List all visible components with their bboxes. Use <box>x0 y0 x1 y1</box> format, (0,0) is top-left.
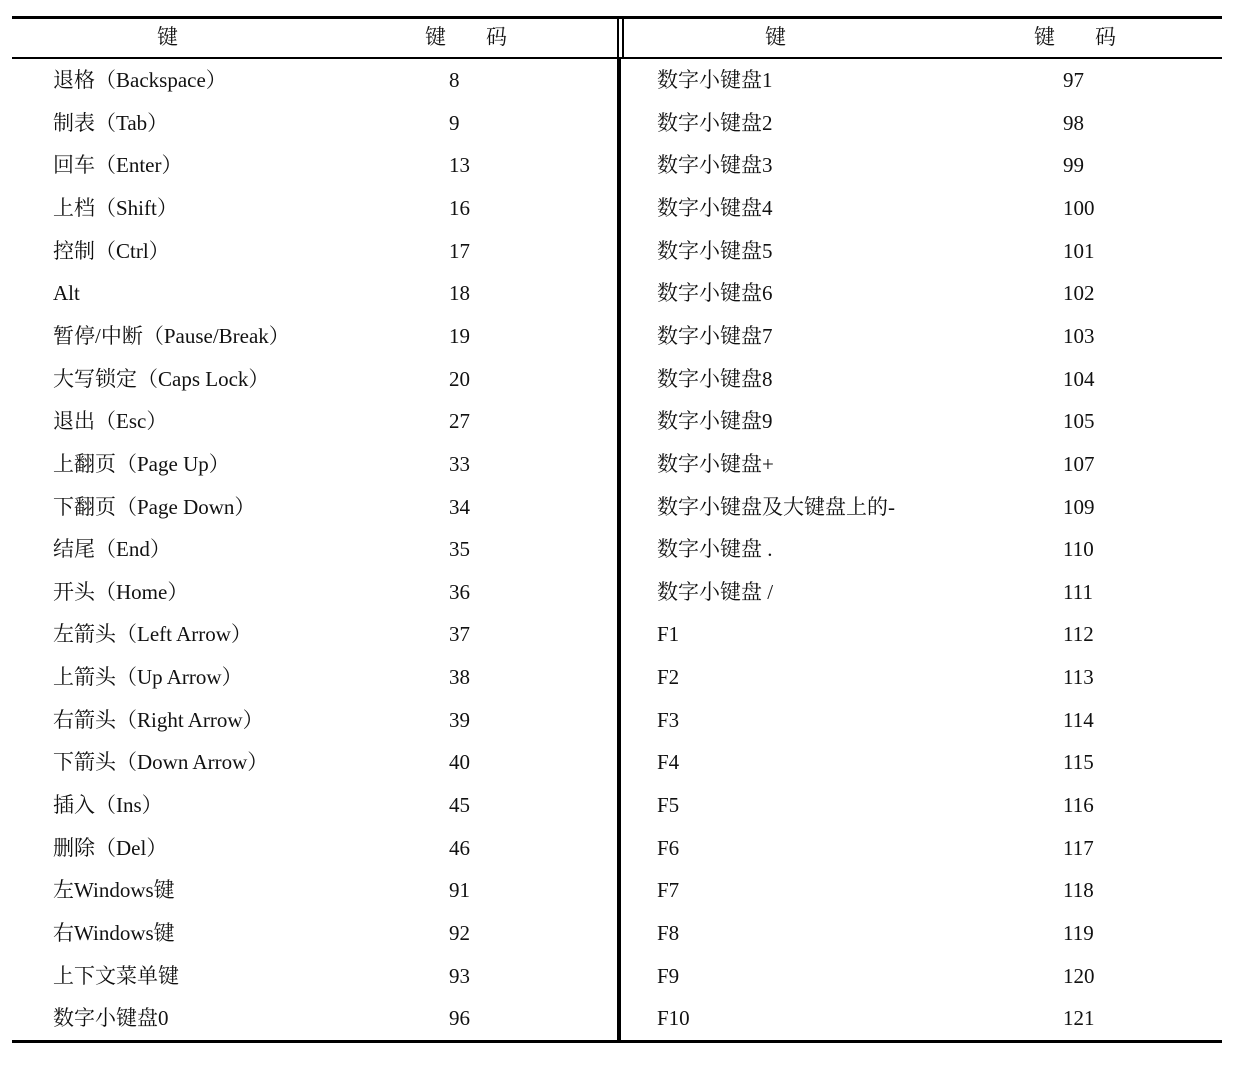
key-code-right: 119 <box>1063 921 1094 945</box>
key-name-left: 上下文菜单键 <box>53 963 179 988</box>
key-name-left: 大写锁定（Caps Lock） <box>53 366 270 391</box>
table-row <box>12 869 1222 912</box>
key-name-right: 数字小键盘及大键盘上的- <box>657 494 895 519</box>
key-name-right: 数字小键盘3 <box>657 153 773 178</box>
key-code-left: 46 <box>449 835 470 860</box>
table-row <box>12 528 1222 571</box>
header-code-right: 键码 <box>1034 25 1156 49</box>
key-name-left: 上翻页（Page Up） <box>53 451 230 476</box>
key-name-right: F1 <box>657 622 680 647</box>
table-row <box>12 315 1222 358</box>
key-name-right: 数字小键盘+ <box>657 451 774 476</box>
key-code-right: 109 <box>1063 494 1095 519</box>
table-row <box>12 613 1222 656</box>
header-divider-line <box>617 16 619 59</box>
key-name-left: 左箭头（Left Arrow） <box>53 622 252 647</box>
key-code-right: 102 <box>1063 281 1095 306</box>
key-name-left: 下翻页（Page Down） <box>53 494 256 519</box>
key-name-right: F4 <box>657 750 680 775</box>
key-code-left: 34 <box>449 494 470 519</box>
key-code-left: 18 <box>449 281 470 306</box>
key-code-left: 20 <box>449 366 470 391</box>
key-code-right: 97 <box>1063 68 1084 92</box>
key-code-right: 105 <box>1063 409 1095 434</box>
key-name-right: 数字小键盘2 <box>657 110 773 135</box>
table-row <box>12 827 1222 870</box>
key-name-right: 数字小键盘5 <box>657 238 773 263</box>
key-code-left: 92 <box>449 921 470 945</box>
table-row <box>12 272 1222 315</box>
key-name-right: F7 <box>657 878 680 903</box>
key-code-left: 19 <box>449 323 470 348</box>
table-row <box>12 656 1222 699</box>
key-code-right: 100 <box>1063 195 1095 220</box>
key-code-left: 91 <box>449 878 470 903</box>
key-code-right: 115 <box>1063 750 1094 775</box>
header-divider-line <box>622 16 624 59</box>
key-name-left: 右Windows键 <box>53 921 175 945</box>
key-name-left: 插入（Ins） <box>53 793 163 818</box>
table-row <box>12 230 1222 273</box>
key-name-right: 数字小键盘8 <box>657 366 773 391</box>
key-code-right: 120 <box>1063 963 1095 988</box>
key-name-left: 开头（Home） <box>53 579 189 604</box>
key-code-left: 39 <box>449 707 470 732</box>
key-code-right: 98 <box>1063 110 1084 135</box>
table-row <box>12 912 1222 955</box>
key-name-right: F8 <box>657 921 680 945</box>
key-code-right: 112 <box>1063 622 1094 647</box>
table-row <box>12 699 1222 742</box>
key-code-left: 40 <box>449 750 470 775</box>
key-code-left: 13 <box>449 153 470 178</box>
key-name-left: 删除（Del） <box>53 835 168 860</box>
key-name-left: 左Windows键 <box>53 878 175 903</box>
key-name-right: F6 <box>657 835 680 860</box>
table-row <box>12 955 1222 998</box>
key-code-left: 16 <box>449 195 470 220</box>
key-code-left: 96 <box>449 1006 470 1031</box>
key-code-left: 45 <box>449 793 470 818</box>
key-code-right: 110 <box>1063 537 1094 562</box>
key-name-left: Alt <box>53 281 80 306</box>
key-name-left: 上档（Shift） <box>53 195 178 220</box>
key-code-right: 117 <box>1063 835 1094 860</box>
header-key-right: 键 <box>765 25 786 49</box>
table-bottom-rule <box>12 1040 1222 1043</box>
key-code-right: 101 <box>1063 238 1095 263</box>
key-name-left: 回车（Enter） <box>53 153 183 178</box>
key-code-left: 33 <box>449 451 470 476</box>
key-code-left: 38 <box>449 665 470 690</box>
table-row <box>12 486 1222 529</box>
key-name-left: 数字小键盘0 <box>53 1006 169 1031</box>
key-code-right: 113 <box>1063 665 1094 690</box>
key-code-left: 36 <box>449 579 470 604</box>
key-code-left: 17 <box>449 238 470 263</box>
key-name-right: 数字小键盘7 <box>657 323 773 348</box>
key-code-left: 27 <box>449 409 470 434</box>
table-row <box>12 187 1222 230</box>
key-code-right: 121 <box>1063 1006 1095 1031</box>
key-name-left: 控制（Ctrl） <box>53 238 170 263</box>
key-name-right: F5 <box>657 793 680 818</box>
table-row <box>12 997 1222 1040</box>
key-code-right: 107 <box>1063 451 1095 476</box>
table-row <box>12 144 1222 187</box>
table-row <box>12 400 1222 443</box>
table-row <box>12 784 1222 827</box>
key-name-left: 右箭头（Right Arrow） <box>53 707 264 732</box>
key-code-right: 104 <box>1063 366 1095 391</box>
key-name-left: 下箭头（Down Arrow） <box>53 750 269 775</box>
table-row <box>12 571 1222 614</box>
key-name-right: F10 <box>657 1006 690 1031</box>
key-name-left: 上箭头（Up Arrow） <box>53 665 243 690</box>
key-name-right: 数字小键盘6 <box>657 281 773 306</box>
table-row <box>12 358 1222 401</box>
table-row <box>12 59 1222 102</box>
key-name-right: 数字小键盘 / <box>657 579 774 604</box>
key-code-right: 103 <box>1063 323 1095 348</box>
key-name-left: 退出（Esc） <box>53 409 168 434</box>
header-code-left: 键码 <box>425 25 547 49</box>
key-name-left: 制表（Tab） <box>53 110 169 135</box>
key-name-right: 数字小键盘 . <box>657 537 773 562</box>
key-name-right: 数字小键盘9 <box>657 409 773 434</box>
header-key-left: 键 <box>157 25 178 49</box>
table-row <box>12 443 1222 486</box>
key-code-right: 111 <box>1063 579 1093 604</box>
key-code-right: 99 <box>1063 153 1084 178</box>
key-code-left: 37 <box>449 622 470 647</box>
table-row <box>12 741 1222 784</box>
key-name-right: F2 <box>657 665 680 690</box>
key-name-right: F9 <box>657 963 680 988</box>
key-name-left: 退格（Backspace） <box>53 68 227 92</box>
key-name-left: 结尾（End） <box>53 537 171 562</box>
table-row <box>12 102 1222 145</box>
key-code-right: 116 <box>1063 793 1094 818</box>
key-code-left: 8 <box>449 68 460 92</box>
key-name-right: 数字小键盘4 <box>657 195 773 220</box>
key-code-right: 114 <box>1063 707 1094 732</box>
key-code-left: 9 <box>449 110 460 135</box>
key-code-left: 93 <box>449 963 470 988</box>
key-name-right: F3 <box>657 707 680 732</box>
key-name-left: 暂停/中断（Pause/Break） <box>53 323 290 348</box>
key-code-left: 35 <box>449 537 470 562</box>
key-code-right: 118 <box>1063 878 1094 903</box>
key-name-right: 数字小键盘1 <box>657 68 773 92</box>
